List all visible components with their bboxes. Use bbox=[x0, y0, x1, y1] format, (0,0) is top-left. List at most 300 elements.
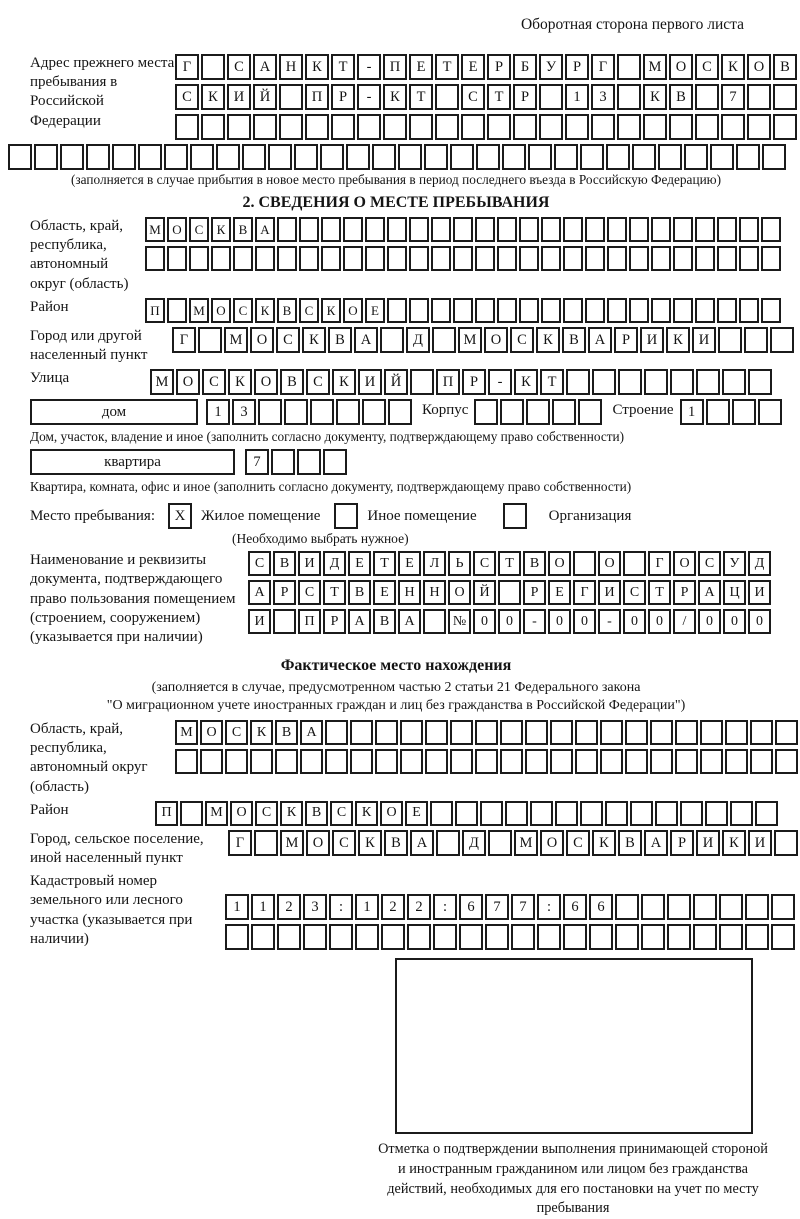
char-cell[interactable] bbox=[684, 144, 708, 170]
char-cell[interactable]: М bbox=[205, 801, 228, 826]
char-cell[interactable] bbox=[400, 749, 423, 774]
char-cell[interactable] bbox=[383, 114, 407, 140]
char-cell[interactable]: К bbox=[358, 830, 382, 856]
char-cell[interactable]: С bbox=[248, 551, 271, 576]
char-cell[interactable] bbox=[409, 114, 433, 140]
char-cell[interactable] bbox=[175, 114, 199, 140]
char-cell[interactable] bbox=[526, 399, 550, 425]
char-cell[interactable] bbox=[305, 114, 329, 140]
char-cell[interactable]: 0 bbox=[623, 609, 646, 634]
char-cell[interactable] bbox=[658, 144, 682, 170]
char-cell[interactable] bbox=[211, 246, 231, 271]
char-cell[interactable] bbox=[299, 246, 319, 271]
char-cell[interactable] bbox=[739, 246, 759, 271]
char-cell[interactable] bbox=[409, 298, 429, 323]
char-cell[interactable]: К bbox=[643, 84, 667, 110]
char-cell[interactable] bbox=[651, 298, 671, 323]
char-cell[interactable] bbox=[425, 749, 448, 774]
char-cell[interactable] bbox=[541, 246, 561, 271]
char-cell[interactable]: Й bbox=[253, 84, 277, 110]
char-cell[interactable]: Е bbox=[405, 801, 428, 826]
char-cell[interactable] bbox=[771, 894, 795, 920]
char-cell[interactable]: Л bbox=[423, 551, 446, 576]
char-cell[interactable] bbox=[525, 749, 548, 774]
char-cell[interactable] bbox=[744, 327, 768, 353]
char-cell[interactable]: 7 bbox=[721, 84, 745, 110]
char-cell[interactable]: В bbox=[273, 551, 296, 576]
char-cell[interactable] bbox=[563, 298, 583, 323]
char-cell[interactable]: С bbox=[298, 580, 321, 605]
char-cell[interactable]: Г bbox=[573, 580, 596, 605]
char-cell[interactable]: К bbox=[721, 54, 745, 80]
char-cell[interactable] bbox=[651, 246, 671, 271]
char-cell[interactable] bbox=[200, 749, 223, 774]
char-cell[interactable] bbox=[273, 609, 296, 634]
char-cell[interactable] bbox=[409, 246, 429, 271]
char-cell[interactable] bbox=[112, 144, 136, 170]
char-cell[interactable]: О bbox=[200, 720, 223, 745]
char-cell[interactable] bbox=[500, 720, 523, 745]
char-cell[interactable] bbox=[589, 924, 613, 950]
char-cell[interactable] bbox=[539, 84, 563, 110]
char-cell[interactable]: Д bbox=[462, 830, 486, 856]
char-cell[interactable] bbox=[629, 298, 649, 323]
char-cell[interactable]: Й bbox=[473, 580, 496, 605]
char-cell[interactable] bbox=[605, 801, 628, 826]
char-cell[interactable]: А bbox=[248, 580, 271, 605]
char-cell[interactable]: И bbox=[696, 830, 720, 856]
char-cell[interactable] bbox=[279, 84, 303, 110]
char-cell[interactable] bbox=[655, 801, 678, 826]
char-cell[interactable]: 0 bbox=[723, 609, 746, 634]
char-cell[interactable]: О bbox=[484, 327, 508, 353]
char-cell[interactable] bbox=[435, 84, 459, 110]
char-cell[interactable] bbox=[563, 217, 583, 242]
char-cell[interactable]: Т bbox=[435, 54, 459, 80]
char-cell[interactable]: 1 bbox=[565, 84, 589, 110]
char-cell[interactable] bbox=[250, 749, 273, 774]
char-cell[interactable]: - bbox=[598, 609, 621, 634]
char-cell[interactable]: С bbox=[698, 551, 721, 576]
char-cell[interactable] bbox=[575, 720, 598, 745]
char-cell[interactable] bbox=[732, 399, 756, 425]
char-cell[interactable] bbox=[268, 144, 292, 170]
char-cell[interactable] bbox=[475, 720, 498, 745]
char-cell[interactable] bbox=[325, 720, 348, 745]
char-cell[interactable]: П bbox=[305, 84, 329, 110]
char-cell[interactable] bbox=[476, 144, 500, 170]
char-cell[interactable]: 2 bbox=[407, 894, 431, 920]
char-cell[interactable]: Т bbox=[487, 84, 511, 110]
char-cell[interactable] bbox=[86, 144, 110, 170]
char-cell[interactable]: К bbox=[321, 298, 341, 323]
char-cell[interactable] bbox=[607, 298, 627, 323]
char-cell[interactable]: Р bbox=[614, 327, 638, 353]
char-cell[interactable] bbox=[617, 84, 641, 110]
char-cell[interactable]: С bbox=[227, 54, 251, 80]
char-cell[interactable]: В bbox=[773, 54, 797, 80]
char-cell[interactable] bbox=[775, 720, 798, 745]
char-cell[interactable] bbox=[431, 246, 451, 271]
char-cell[interactable] bbox=[167, 298, 187, 323]
char-cell[interactable]: О bbox=[673, 551, 696, 576]
char-cell[interactable]: Д bbox=[323, 551, 346, 576]
char-cell[interactable]: В bbox=[562, 327, 586, 353]
char-cell[interactable]: Е bbox=[548, 580, 571, 605]
char-cell[interactable]: П bbox=[298, 609, 321, 634]
char-cell[interactable] bbox=[450, 144, 474, 170]
char-cell[interactable] bbox=[279, 114, 303, 140]
char-cell[interactable]: 6 bbox=[563, 894, 587, 920]
char-cell[interactable]: Е bbox=[409, 54, 433, 80]
char-cell[interactable]: 6 bbox=[589, 894, 613, 920]
char-cell[interactable] bbox=[343, 217, 363, 242]
char-cell[interactable] bbox=[607, 217, 627, 242]
char-cell[interactable] bbox=[362, 399, 386, 425]
char-cell[interactable] bbox=[425, 720, 448, 745]
char-cell[interactable]: Р bbox=[565, 54, 589, 80]
char-cell[interactable] bbox=[500, 749, 523, 774]
char-cell[interactable] bbox=[34, 144, 58, 170]
char-cell[interactable]: С bbox=[473, 551, 496, 576]
char-cell[interactable]: М bbox=[643, 54, 667, 80]
char-cell[interactable]: - bbox=[357, 84, 381, 110]
char-cell[interactable] bbox=[641, 924, 665, 950]
char-cell[interactable]: : bbox=[537, 894, 561, 920]
char-cell[interactable]: А bbox=[354, 327, 378, 353]
char-cell[interactable] bbox=[410, 369, 434, 395]
char-cell[interactable]: 0 bbox=[548, 609, 571, 634]
char-cell[interactable]: С bbox=[276, 327, 300, 353]
char-cell[interactable]: В bbox=[348, 580, 371, 605]
char-cell[interactable] bbox=[201, 114, 225, 140]
char-cell[interactable] bbox=[167, 246, 187, 271]
char-cell[interactable]: Г bbox=[228, 830, 252, 856]
char-cell[interactable]: К bbox=[332, 369, 356, 395]
char-cell[interactable] bbox=[675, 749, 698, 774]
char-cell[interactable] bbox=[773, 84, 797, 110]
char-cell[interactable] bbox=[475, 298, 495, 323]
char-cell[interactable]: 1 bbox=[206, 399, 230, 425]
checkbox-other-premises[interactable] bbox=[334, 503, 358, 529]
char-cell[interactable]: О bbox=[211, 298, 231, 323]
char-cell[interactable] bbox=[696, 369, 720, 395]
char-cell[interactable] bbox=[297, 449, 321, 475]
char-cell[interactable] bbox=[511, 924, 535, 950]
char-cell[interactable] bbox=[670, 369, 694, 395]
char-cell[interactable] bbox=[350, 749, 373, 774]
char-cell[interactable] bbox=[175, 749, 198, 774]
char-cell[interactable]: Й bbox=[384, 369, 408, 395]
char-cell[interactable]: Т bbox=[409, 84, 433, 110]
char-cell[interactable] bbox=[450, 749, 473, 774]
char-cell[interactable]: А bbox=[255, 217, 275, 242]
char-cell[interactable] bbox=[651, 217, 671, 242]
char-cell[interactable]: С bbox=[510, 327, 534, 353]
char-cell[interactable]: О bbox=[254, 369, 278, 395]
char-cell[interactable] bbox=[303, 924, 327, 950]
char-cell[interactable] bbox=[299, 217, 319, 242]
char-cell[interactable]: А bbox=[300, 720, 323, 745]
char-cell[interactable]: К bbox=[536, 327, 560, 353]
char-cell[interactable]: 1 bbox=[355, 894, 379, 920]
char-cell[interactable]: К bbox=[305, 54, 329, 80]
char-cell[interactable] bbox=[575, 749, 598, 774]
char-cell[interactable]: М bbox=[280, 830, 304, 856]
char-cell[interactable] bbox=[755, 801, 778, 826]
char-cell[interactable] bbox=[407, 924, 431, 950]
char-cell[interactable]: В bbox=[618, 830, 642, 856]
char-cell[interactable] bbox=[747, 84, 771, 110]
char-cell[interactable]: - bbox=[523, 609, 546, 634]
char-cell[interactable]: С bbox=[255, 801, 278, 826]
char-cell[interactable] bbox=[774, 830, 798, 856]
char-cell[interactable] bbox=[325, 749, 348, 774]
char-cell[interactable]: Е bbox=[348, 551, 371, 576]
char-cell[interactable] bbox=[641, 894, 665, 920]
char-cell[interactable]: Р bbox=[513, 84, 537, 110]
char-cell[interactable] bbox=[502, 144, 526, 170]
char-cell[interactable]: К bbox=[355, 801, 378, 826]
char-cell[interactable] bbox=[225, 749, 248, 774]
char-cell[interactable]: С bbox=[695, 54, 719, 80]
char-cell[interactable] bbox=[585, 298, 605, 323]
char-cell[interactable]: : bbox=[329, 894, 353, 920]
char-cell[interactable]: Г bbox=[591, 54, 615, 80]
char-cell[interactable]: А bbox=[398, 609, 421, 634]
char-cell[interactable] bbox=[431, 298, 451, 323]
char-cell[interactable]: С bbox=[299, 298, 319, 323]
char-cell[interactable]: С bbox=[623, 580, 646, 605]
char-cell[interactable]: 2 bbox=[277, 894, 301, 920]
char-cell[interactable] bbox=[480, 801, 503, 826]
char-cell[interactable] bbox=[227, 114, 251, 140]
char-cell[interactable]: К bbox=[255, 298, 275, 323]
char-cell[interactable] bbox=[505, 801, 528, 826]
char-cell[interactable] bbox=[190, 144, 214, 170]
char-cell[interactable]: О bbox=[380, 801, 403, 826]
char-cell[interactable] bbox=[461, 114, 485, 140]
char-cell[interactable] bbox=[695, 246, 715, 271]
char-cell[interactable] bbox=[592, 369, 616, 395]
char-cell[interactable]: Б bbox=[513, 54, 537, 80]
char-cell[interactable] bbox=[695, 84, 719, 110]
char-cell[interactable] bbox=[695, 298, 715, 323]
char-cell[interactable]: И bbox=[227, 84, 251, 110]
char-cell[interactable] bbox=[365, 246, 385, 271]
char-cell[interactable] bbox=[60, 144, 84, 170]
char-cell[interactable] bbox=[277, 246, 297, 271]
char-cell[interactable]: В bbox=[384, 830, 408, 856]
char-cell[interactable] bbox=[693, 924, 717, 950]
char-cell[interactable] bbox=[497, 246, 517, 271]
char-cell[interactable]: К bbox=[280, 801, 303, 826]
char-cell[interactable] bbox=[145, 246, 165, 271]
char-cell[interactable] bbox=[607, 246, 627, 271]
char-cell[interactable]: О bbox=[598, 551, 621, 576]
char-cell[interactable] bbox=[475, 217, 495, 242]
char-cell[interactable] bbox=[519, 246, 539, 271]
char-cell[interactable]: № bbox=[448, 609, 471, 634]
char-cell[interactable] bbox=[719, 894, 743, 920]
char-cell[interactable] bbox=[189, 246, 209, 271]
char-cell[interactable] bbox=[632, 144, 656, 170]
char-cell[interactable] bbox=[721, 114, 745, 140]
char-cell[interactable]: У bbox=[539, 54, 563, 80]
char-cell[interactable]: 3 bbox=[232, 399, 256, 425]
char-cell[interactable]: К bbox=[383, 84, 407, 110]
char-cell[interactable] bbox=[225, 924, 249, 950]
char-cell[interactable] bbox=[346, 144, 370, 170]
char-cell[interactable] bbox=[761, 246, 781, 271]
char-cell[interactable] bbox=[739, 217, 759, 242]
char-cell[interactable] bbox=[700, 720, 723, 745]
char-cell[interactable] bbox=[331, 114, 355, 140]
char-cell[interactable]: Р bbox=[273, 580, 296, 605]
checkbox-organization[interactable] bbox=[503, 503, 527, 529]
char-cell[interactable] bbox=[435, 114, 459, 140]
char-cell[interactable] bbox=[387, 298, 407, 323]
char-cell[interactable]: О bbox=[540, 830, 564, 856]
char-cell[interactable] bbox=[644, 369, 668, 395]
char-cell[interactable] bbox=[630, 801, 653, 826]
char-cell[interactable] bbox=[424, 144, 448, 170]
char-cell[interactable]: У bbox=[723, 551, 746, 576]
char-cell[interactable]: - bbox=[488, 369, 512, 395]
char-cell[interactable]: Т bbox=[331, 54, 355, 80]
char-cell[interactable]: И bbox=[248, 609, 271, 634]
char-cell[interactable]: 6 bbox=[459, 894, 483, 920]
char-cell[interactable] bbox=[771, 924, 795, 950]
char-cell[interactable]: 0 bbox=[498, 609, 521, 634]
char-cell[interactable]: Е bbox=[373, 580, 396, 605]
char-cell[interactable]: К bbox=[514, 369, 538, 395]
char-cell[interactable]: / bbox=[673, 609, 696, 634]
char-cell[interactable] bbox=[284, 399, 308, 425]
char-cell[interactable] bbox=[770, 327, 794, 353]
char-cell[interactable] bbox=[423, 609, 446, 634]
char-cell[interactable] bbox=[310, 399, 334, 425]
char-cell[interactable] bbox=[180, 801, 203, 826]
char-cell[interactable] bbox=[615, 924, 639, 950]
char-cell[interactable] bbox=[745, 894, 769, 920]
char-cell[interactable] bbox=[600, 749, 623, 774]
char-cell[interactable] bbox=[294, 144, 318, 170]
char-cell[interactable] bbox=[573, 551, 596, 576]
char-cell[interactable] bbox=[618, 369, 642, 395]
char-cell[interactable] bbox=[365, 217, 385, 242]
char-cell[interactable] bbox=[591, 114, 615, 140]
char-cell[interactable] bbox=[321, 246, 341, 271]
char-cell[interactable] bbox=[375, 749, 398, 774]
char-cell[interactable] bbox=[459, 924, 483, 950]
char-cell[interactable] bbox=[775, 749, 798, 774]
char-cell[interactable]: О bbox=[176, 369, 200, 395]
char-cell[interactable]: С bbox=[566, 830, 590, 856]
char-cell[interactable]: В bbox=[280, 369, 304, 395]
char-cell[interactable] bbox=[550, 749, 573, 774]
char-cell[interactable] bbox=[695, 217, 715, 242]
char-cell[interactable] bbox=[321, 217, 341, 242]
char-cell[interactable] bbox=[606, 144, 630, 170]
char-cell[interactable] bbox=[453, 217, 473, 242]
char-cell[interactable] bbox=[762, 144, 786, 170]
char-cell[interactable]: Р bbox=[523, 580, 546, 605]
char-cell[interactable] bbox=[409, 217, 429, 242]
char-cell[interactable] bbox=[717, 217, 737, 242]
char-cell[interactable] bbox=[750, 749, 773, 774]
char-cell[interactable] bbox=[730, 801, 753, 826]
char-cell[interactable] bbox=[722, 369, 746, 395]
char-cell[interactable] bbox=[673, 246, 693, 271]
char-cell[interactable] bbox=[625, 720, 648, 745]
char-cell[interactable] bbox=[277, 924, 301, 950]
char-cell[interactable] bbox=[695, 114, 719, 140]
char-cell[interactable] bbox=[528, 144, 552, 170]
char-cell[interactable] bbox=[475, 749, 498, 774]
char-cell[interactable]: А bbox=[253, 54, 277, 80]
char-cell[interactable]: С bbox=[233, 298, 253, 323]
char-cell[interactable] bbox=[585, 217, 605, 242]
char-cell[interactable] bbox=[541, 298, 561, 323]
char-cell[interactable]: 0 bbox=[648, 609, 671, 634]
char-cell[interactable]: М bbox=[150, 369, 174, 395]
char-cell[interactable]: В bbox=[305, 801, 328, 826]
char-cell[interactable] bbox=[201, 54, 225, 80]
char-cell[interactable] bbox=[745, 924, 769, 950]
char-cell[interactable]: Г bbox=[648, 551, 671, 576]
char-cell[interactable] bbox=[233, 246, 253, 271]
char-cell[interactable]: 0 bbox=[573, 609, 596, 634]
char-cell[interactable] bbox=[242, 144, 266, 170]
char-cell[interactable]: Н bbox=[423, 580, 446, 605]
char-cell[interactable] bbox=[258, 399, 282, 425]
char-cell[interactable]: П bbox=[436, 369, 460, 395]
char-cell[interactable] bbox=[580, 144, 604, 170]
char-cell[interactable]: К bbox=[250, 720, 273, 745]
char-cell[interactable]: Е bbox=[365, 298, 385, 323]
char-cell[interactable] bbox=[680, 801, 703, 826]
char-cell[interactable]: Ь bbox=[448, 551, 471, 576]
char-cell[interactable] bbox=[617, 114, 641, 140]
char-cell[interactable] bbox=[253, 114, 277, 140]
char-cell[interactable]: 1 bbox=[251, 894, 275, 920]
char-cell[interactable] bbox=[748, 369, 772, 395]
char-cell[interactable]: С bbox=[330, 801, 353, 826]
char-cell[interactable]: - bbox=[357, 54, 381, 80]
char-cell[interactable] bbox=[453, 246, 473, 271]
char-cell[interactable] bbox=[530, 801, 553, 826]
char-cell[interactable] bbox=[566, 369, 590, 395]
char-cell[interactable] bbox=[629, 246, 649, 271]
char-cell[interactable] bbox=[519, 217, 539, 242]
char-cell[interactable] bbox=[706, 399, 730, 425]
char-cell[interactable]: 1 bbox=[680, 399, 704, 425]
char-cell[interactable] bbox=[255, 246, 275, 271]
char-cell[interactable]: Г bbox=[175, 54, 199, 80]
char-cell[interactable] bbox=[164, 144, 188, 170]
char-cell[interactable]: В bbox=[373, 609, 396, 634]
char-cell[interactable] bbox=[555, 801, 578, 826]
char-cell[interactable]: Р bbox=[323, 609, 346, 634]
char-cell[interactable]: С bbox=[175, 84, 199, 110]
char-cell[interactable] bbox=[563, 924, 587, 950]
char-cell[interactable] bbox=[717, 246, 737, 271]
char-cell[interactable] bbox=[387, 246, 407, 271]
char-cell[interactable]: А bbox=[644, 830, 668, 856]
char-cell[interactable]: Ц bbox=[723, 580, 746, 605]
char-cell[interactable]: С bbox=[332, 830, 356, 856]
